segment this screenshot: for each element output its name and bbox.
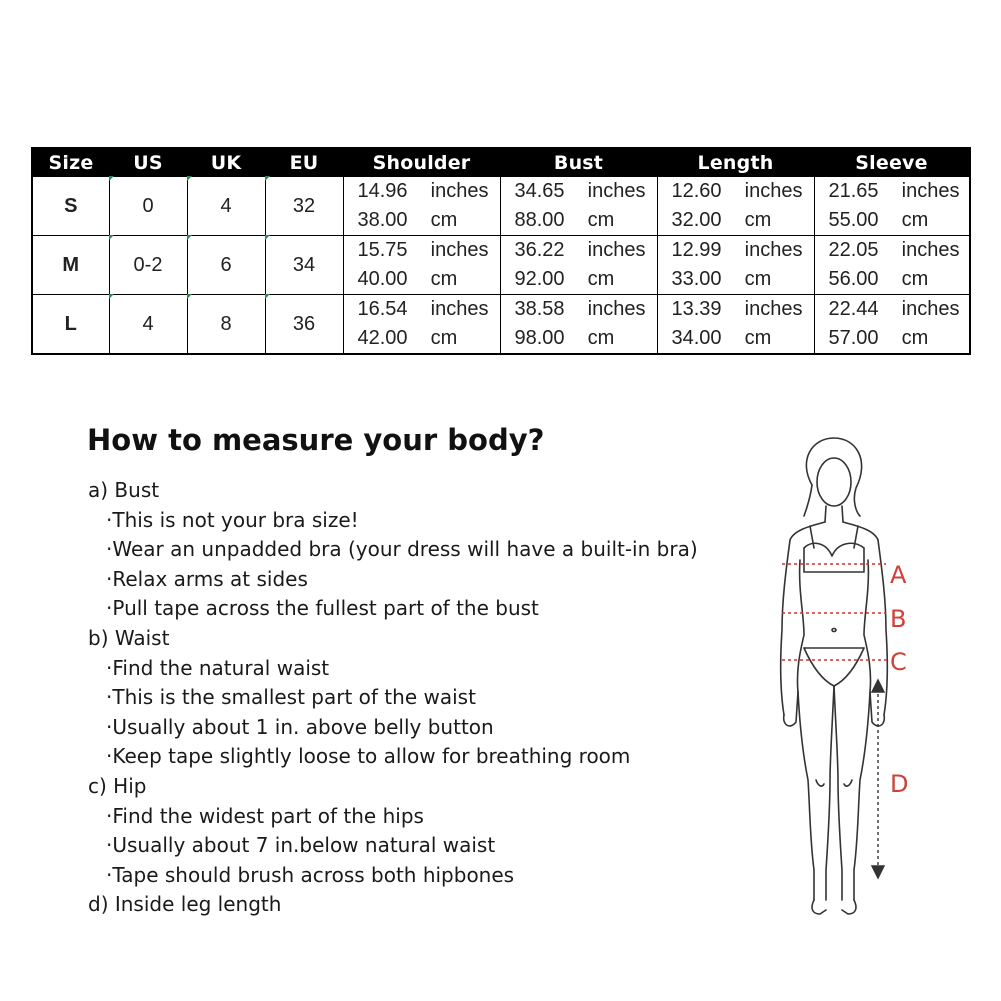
measure-value: 38.58 bbox=[514, 298, 565, 320]
us-cell bbox=[109, 177, 187, 236]
measure-value: 15.75 bbox=[357, 239, 408, 261]
guide-section-label: a) Bust bbox=[88, 478, 160, 502]
measure-unit: inches bbox=[587, 239, 646, 261]
guide-tip: ·This is the smallest part of the waist bbox=[106, 685, 476, 710]
measure-value: 22.05 bbox=[828, 239, 879, 261]
guide-tip: ·Pull tape across the fullest part of the bust bbox=[106, 596, 539, 621]
measure-cm-line bbox=[672, 324, 814, 353]
uk-cell bbox=[187, 177, 265, 236]
measure-cm-line bbox=[515, 265, 657, 294]
measure-unit: inches bbox=[587, 298, 646, 320]
guide-tip: ·Find the natural waist bbox=[106, 655, 330, 680]
corner-tick-icon bbox=[109, 294, 114, 299]
measure-value: 34.00 bbox=[671, 327, 722, 349]
measure-value: 14.96 bbox=[357, 180, 408, 202]
header-sleeve: Sleeve bbox=[814, 148, 970, 177]
eu-cell bbox=[265, 177, 343, 236]
guide-tip: ·Keep tape slightly loose to allow for breathing room bbox=[106, 744, 631, 769]
us-cell-value: 0-2 bbox=[133, 253, 163, 276]
measure-cm-line bbox=[515, 324, 657, 353]
measure-value: 57.00 bbox=[828, 327, 879, 349]
figure-drawing bbox=[760, 430, 990, 930]
measure-value: 12.60 bbox=[671, 180, 722, 202]
us-cell-value: 4 bbox=[142, 312, 154, 335]
header-length: Length bbox=[657, 148, 814, 177]
uk-cell-value: 4 bbox=[220, 194, 232, 217]
eu-cell-value: 36 bbox=[292, 312, 316, 335]
measure-unit: cm bbox=[744, 209, 772, 231]
corner-tick-icon bbox=[187, 235, 192, 240]
measure-value: 55.00 bbox=[828, 209, 879, 231]
guide-tip: ·This is not your bra size! bbox=[106, 507, 359, 532]
measure-cm-line bbox=[829, 265, 970, 294]
measure-cm-line bbox=[829, 206, 970, 235]
size-cell bbox=[32, 295, 109, 355]
measure-value: 92.00 bbox=[514, 268, 565, 290]
size-cell bbox=[32, 177, 109, 236]
measure-cell bbox=[500, 177, 657, 236]
measure-unit: inches bbox=[901, 298, 960, 320]
size-cell-value: M bbox=[62, 253, 80, 276]
measure-cell bbox=[814, 236, 970, 295]
corner-tick-icon bbox=[265, 235, 270, 240]
measure-cm-line bbox=[672, 265, 814, 294]
measure-inches-line bbox=[358, 295, 500, 324]
measure-cell bbox=[500, 295, 657, 355]
measure-cell bbox=[657, 236, 814, 295]
measure-cell bbox=[657, 295, 814, 355]
marker-b: B bbox=[890, 605, 907, 633]
measure-inches-line bbox=[358, 177, 500, 206]
measure-inches-line bbox=[358, 236, 500, 265]
uk-cell bbox=[187, 236, 265, 295]
measure-value: 98.00 bbox=[514, 327, 565, 349]
measure-unit: inches bbox=[901, 239, 960, 261]
measure-value: 36.22 bbox=[514, 239, 565, 261]
measure-value: 40.00 bbox=[357, 268, 408, 290]
measure-cm-line bbox=[358, 206, 500, 235]
eu-cell bbox=[265, 295, 343, 355]
measure-unit: cm bbox=[430, 268, 458, 290]
arrow-down-icon bbox=[872, 866, 884, 878]
us-cell-value: 0 bbox=[142, 194, 154, 217]
measure-unit: inches bbox=[430, 298, 489, 320]
measure-value: 33.00 bbox=[671, 268, 722, 290]
header-bust: Bust bbox=[500, 148, 657, 177]
measure-value: 38.00 bbox=[357, 209, 408, 231]
measure-unit: cm bbox=[587, 327, 615, 349]
measure-inches-line bbox=[515, 177, 657, 206]
marker-a: A bbox=[890, 561, 907, 589]
uk-cell-value: 6 bbox=[220, 253, 232, 276]
measure-unit: inches bbox=[744, 180, 803, 202]
eu-cell-value: 32 bbox=[292, 194, 316, 217]
us-cell bbox=[109, 236, 187, 295]
corner-tick-icon bbox=[109, 235, 114, 240]
measure-unit: inches bbox=[744, 298, 803, 320]
measure-cell bbox=[814, 177, 970, 236]
marker-d: D bbox=[890, 770, 909, 798]
table-header-row bbox=[32, 148, 970, 177]
header-size: Size bbox=[32, 148, 109, 177]
measure-unit: cm bbox=[744, 327, 772, 349]
measure-unit: cm bbox=[430, 327, 458, 349]
corner-tick-icon bbox=[265, 176, 270, 181]
measure-unit: cm bbox=[901, 268, 929, 290]
table-row bbox=[32, 295, 970, 355]
guide-section-label: b) Waist bbox=[88, 625, 170, 650]
guide-section-label: d) Inside leg length bbox=[88, 892, 282, 917]
measure-value: 21.65 bbox=[828, 180, 879, 202]
size-cell-value: S bbox=[64, 194, 78, 217]
measure-unit: cm bbox=[744, 268, 772, 290]
measure-inches-line bbox=[672, 295, 814, 324]
measure-value: 12.99 bbox=[671, 239, 722, 261]
measure-unit: cm bbox=[587, 209, 615, 231]
table-row bbox=[32, 236, 970, 295]
header-uk: UK bbox=[187, 148, 265, 177]
page-title: How to measure your body? bbox=[87, 423, 545, 457]
measure-value: 42.00 bbox=[357, 327, 408, 349]
measure-unit: inches bbox=[430, 239, 489, 261]
body-measurement-figure-icon bbox=[760, 430, 990, 930]
measure-value: 88.00 bbox=[514, 209, 565, 231]
corner-tick-icon bbox=[109, 176, 114, 181]
measure-cell bbox=[343, 236, 500, 295]
size-cell-value: L bbox=[64, 312, 77, 335]
arrow-up-icon bbox=[872, 680, 884, 692]
measure-cell bbox=[343, 295, 500, 355]
measure-value: 13.39 bbox=[671, 298, 722, 320]
guide-tip: ·Find the widest part of the hips bbox=[106, 803, 424, 828]
measure-value: 22.44 bbox=[828, 298, 879, 320]
measure-inches-line bbox=[829, 236, 970, 265]
corner-tick-icon bbox=[187, 294, 192, 299]
measure-cell bbox=[814, 295, 970, 355]
measure-inches-line bbox=[672, 236, 814, 265]
measure-cm-line bbox=[829, 324, 970, 353]
header-us: US bbox=[109, 148, 187, 177]
measure-value: 32.00 bbox=[671, 209, 722, 231]
corner-tick-icon bbox=[265, 294, 270, 299]
uk-cell bbox=[187, 295, 265, 355]
measure-inches-line bbox=[829, 295, 970, 324]
eu-cell bbox=[265, 236, 343, 295]
header-shoulder: Shoulder bbox=[343, 148, 500, 177]
header-eu: EU bbox=[265, 148, 343, 177]
measure-value: 56.00 bbox=[828, 268, 879, 290]
measure-cm-line bbox=[672, 206, 814, 235]
uk-cell-value: 8 bbox=[220, 312, 232, 335]
measure-value: 16.54 bbox=[357, 298, 408, 320]
eu-cell-value: 34 bbox=[292, 253, 316, 276]
size-chart-table bbox=[31, 147, 971, 355]
measure-cell bbox=[657, 177, 814, 236]
measure-cell bbox=[500, 236, 657, 295]
guide-section-label: c) Hip bbox=[88, 773, 147, 798]
measurement-guide bbox=[88, 476, 728, 920]
measure-unit: inches bbox=[430, 180, 489, 202]
measure-unit: cm bbox=[901, 209, 929, 231]
hair-outline bbox=[806, 438, 861, 516]
guide-tip: ·Relax arms at sides bbox=[106, 566, 308, 591]
measure-cm-line bbox=[358, 324, 500, 353]
measure-unit: cm bbox=[587, 268, 615, 290]
measure-cm-line bbox=[515, 206, 657, 235]
measure-unit: cm bbox=[901, 327, 929, 349]
measure-value: 34.65 bbox=[514, 180, 565, 202]
measure-inches-line bbox=[515, 295, 657, 324]
guide-tip: ·Usually about 1 in. above belly button bbox=[106, 714, 494, 739]
measure-inches-line bbox=[829, 177, 970, 206]
measure-unit: inches bbox=[587, 180, 646, 202]
us-cell bbox=[109, 295, 187, 355]
measure-unit: inches bbox=[744, 239, 803, 261]
size-cell bbox=[32, 236, 109, 295]
measure-unit: cm bbox=[430, 209, 458, 231]
measure-inches-line bbox=[672, 177, 814, 206]
marker-c: C bbox=[890, 648, 907, 676]
guide-tip: ·Tape should brush across both hipbones bbox=[106, 862, 515, 887]
table-row bbox=[32, 177, 970, 236]
guide-tip: ·Usually about 7 in.below natural waist bbox=[106, 833, 496, 858]
measure-cm-line bbox=[358, 265, 500, 294]
guide-tip: ·Wear an unpadded bra (your dress will have a built-in bra) bbox=[106, 537, 698, 562]
measure-unit: inches bbox=[901, 180, 960, 202]
head-outline bbox=[817, 458, 851, 506]
corner-tick-icon bbox=[187, 176, 192, 181]
measure-inches-line bbox=[515, 236, 657, 265]
measure-cell bbox=[343, 177, 500, 236]
